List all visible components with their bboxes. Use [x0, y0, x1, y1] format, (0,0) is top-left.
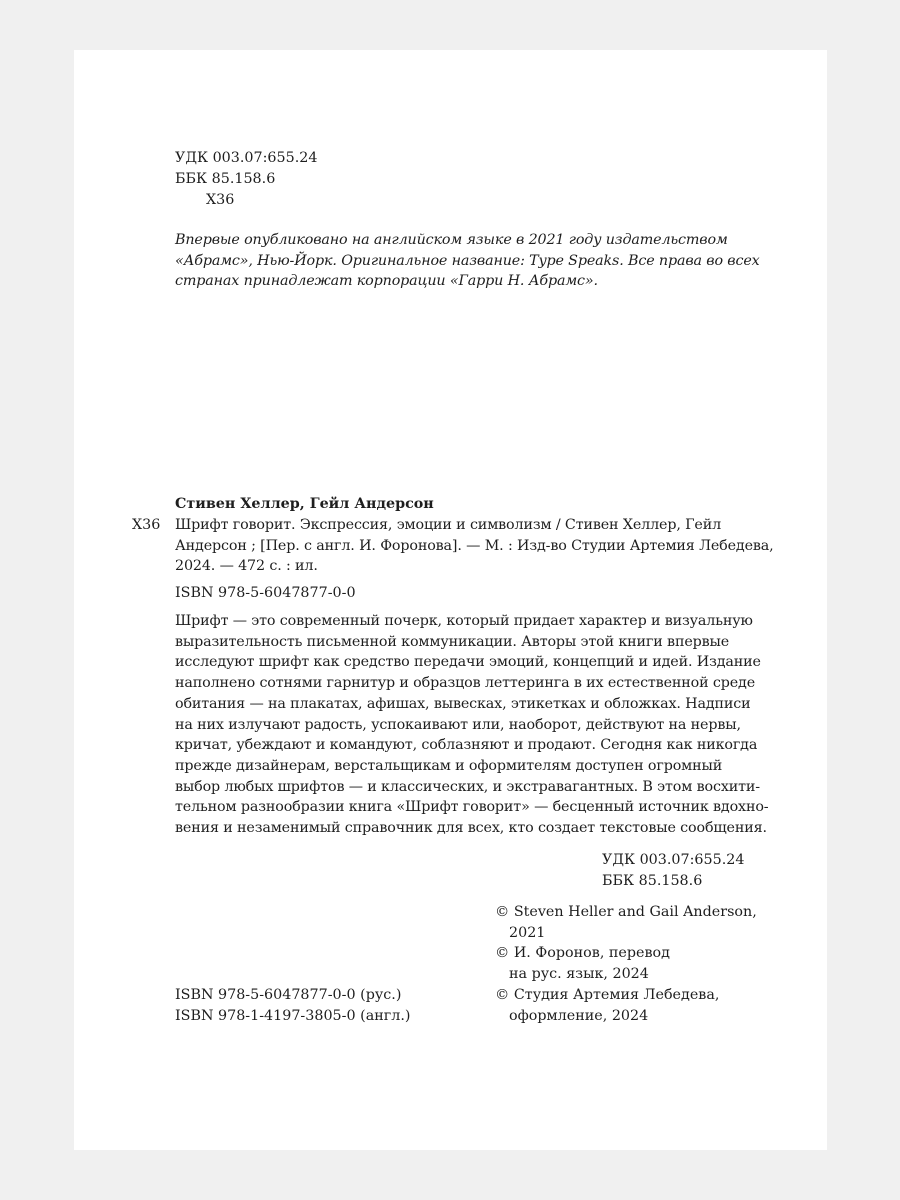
catalog-annotation [175, 611, 768, 839]
catalog-authors: Стивен Хеллер, Гейл Андерсон [175, 496, 434, 512]
catalog-udk: УДК 003.07:655.24 [602, 852, 745, 868]
annotation-line: прежде дизайнерам, верстальщикам и оформителям доступен огромный [175, 757, 723, 774]
publication-note [175, 230, 760, 292]
copyright-line: © Steven Heller and Gail Anderson, [495, 904, 757, 920]
annotation-line: исследуют шрифт как средство передачи эмоций, концепций и идей. Издание [175, 654, 761, 671]
catalog-author-mark: Х36 [132, 517, 161, 533]
copyright-line: на рус. язык, 2024 [509, 966, 649, 983]
copyright-line: 2021 [509, 924, 546, 941]
catalog-description-line: Шрифт говорит. Экспрессия, эмоции и символизм / Стивен Хеллер, Гейл [175, 517, 722, 533]
annotation-line: выбор любых шрифтов — и классических, и экстравагантных. В этом восхити- [175, 778, 760, 795]
book-page [74, 50, 827, 1150]
annotation-line: обитания — на плакатах, афишах, вывесках, этикетках и обложках. Надписи [175, 695, 751, 712]
annotation-line: на них излучают радость, успокаивают или, наоборот, действуют на нервы, [175, 716, 741, 733]
catalog-description [175, 515, 774, 577]
copyright-line: © И. Форонов, перевод [495, 945, 670, 962]
catalog-description-line: 2024. — 472 с. : ил. [175, 558, 318, 575]
publication-note-line: Впервые опубликовано на английском языке в 2021 году издательством [175, 232, 728, 248]
publication-note-line: «Абрамс», Нью-Йорк. Оригинальное название: Type Speaks. Все права во всех [175, 252, 760, 269]
isbn-list [175, 985, 410, 1026]
copyright-block [495, 902, 757, 1026]
catalog-description-line: Андерсон ; [Пер. с англ. И. Форонова]. — М. : Изд-во Студии Артемия Лебедева, [175, 537, 774, 554]
annotation-line: тельном разнообразии книга «Шрифт говорит» — бесценный источник вдохно- [175, 799, 769, 816]
annotation-line: вения и незаменимый справочник для всех, кто создает текстовые сообщения. [175, 820, 767, 837]
header-udk: УДК 003.07:655.24 [175, 150, 318, 166]
annotation-line: Шрифт — это современный почерк, который придает характер и визуальную [175, 613, 753, 629]
annotation-line: наполнено сотнями гарнитур и образцов леттеринга в их естественной среде [175, 675, 756, 692]
header-author-mark: Х36 [206, 192, 235, 208]
copyright-line: © Студия Артемия Лебедева, [495, 986, 720, 1003]
catalog-bbk: ББК 85.158.6 [602, 873, 703, 889]
annotation-line: выразительность письменной коммуникации. Авторы этой книги впервые [175, 633, 730, 650]
annotation-line: кричат, убеждают и командуют, соблазняют и продают. Сегодня как никогда [175, 737, 758, 754]
isbn-line: ISBN 978-1-4197-3805-0 (англ.) [175, 1007, 411, 1024]
catalog-isbn: ISBN 978-5-6047877-0-0 [175, 585, 356, 601]
copyright-line: оформление, 2024 [509, 1007, 649, 1024]
header-bbk: ББК 85.158.6 [175, 171, 276, 187]
isbn-line: ISBN 978-5-6047877-0-0 (рус.) [175, 987, 402, 1003]
publication-note-line: странах принадлежат корпорации «Гарри Н. Абрамс». [175, 273, 598, 290]
